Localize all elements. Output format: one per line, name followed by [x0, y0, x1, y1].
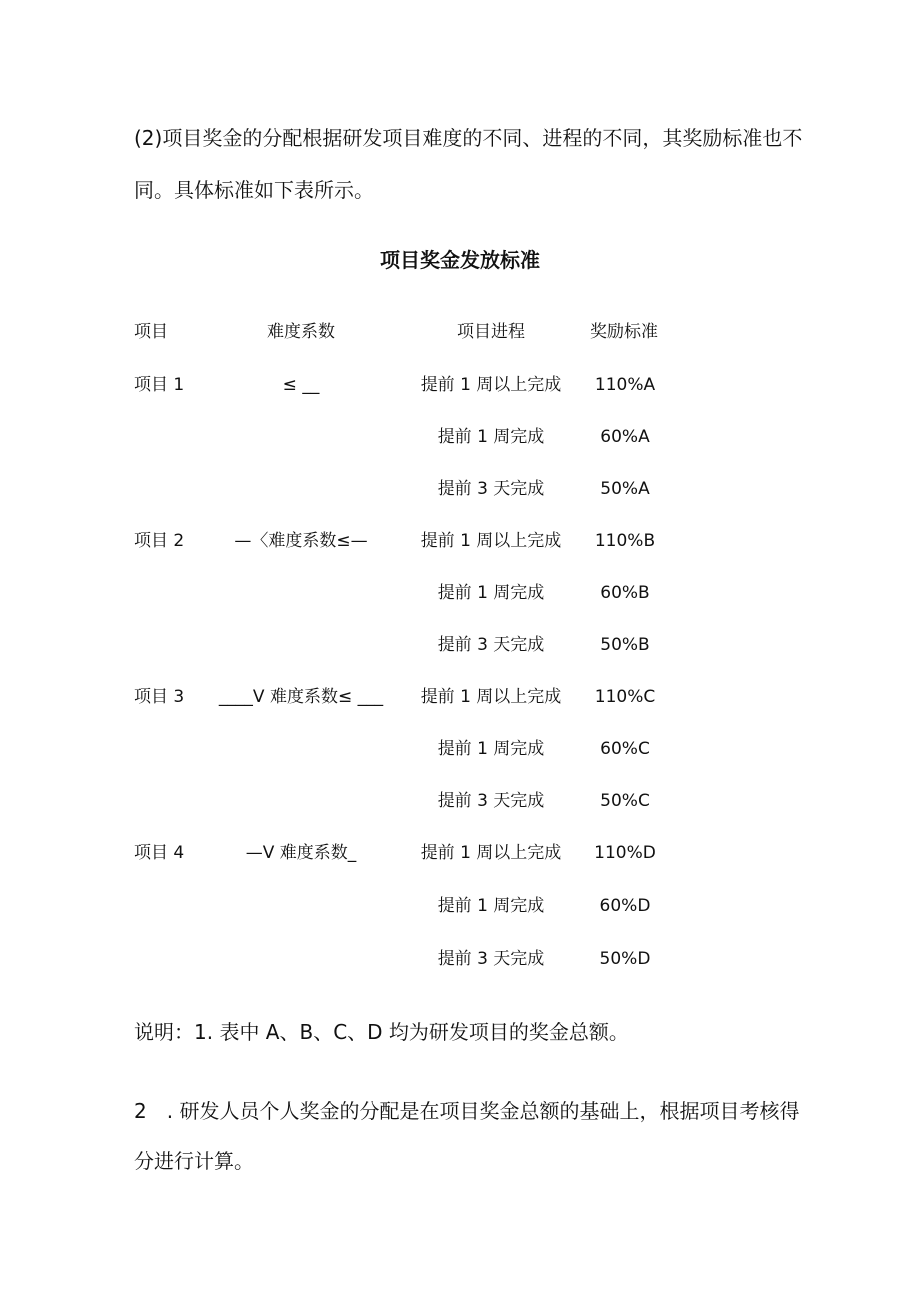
progress-cell: 提前 3 天完成 [437, 949, 545, 969]
project-cell: 项目 3 [134, 687, 185, 707]
header-project: 项目 [134, 322, 168, 342]
progress-cell: 提前 1 周完成 [437, 427, 545, 447]
reward-cell: 110%C [594, 687, 656, 707]
progress-cell: 提前 1 周以上完成 [420, 531, 562, 551]
table-header-row [0, 317, 920, 347]
difficulty-cell: —〈难度系数≤— [234, 531, 368, 551]
intro-paragraph: (2)项目奖金的分配根据研发项目难度的不同、进程的不同，其奖励标准也不同。具体标准如下表所示。 [134, 126, 803, 202]
progress-cell: 提前 1 周以上完成 [420, 843, 562, 863]
project-cell: 项目 4 [134, 843, 185, 863]
reward-cell: 60%A [600, 427, 650, 447]
progress-cell: 提前 3 天完成 [437, 635, 545, 655]
reward-cell: 110%A [594, 375, 656, 395]
progress-cell: 提前 1 周完成 [437, 739, 545, 759]
table-row [0, 734, 920, 764]
difficulty-cell: ____V 难度系数≤ ___ [218, 687, 384, 707]
table-row [0, 422, 920, 452]
progress-cell: 提前 1 周以上完成 [420, 687, 562, 707]
difficulty-cell: —V 难度系数_ [245, 843, 357, 863]
header-difficulty: 难度系数 [267, 322, 335, 342]
header-progress: 项目进程 [457, 322, 525, 342]
progress-cell: 提前 1 周完成 [437, 583, 545, 603]
reward-cell: 50%C [600, 791, 650, 811]
reward-cell: 50%B [600, 635, 650, 655]
reward-cell: 110%B [594, 531, 656, 551]
reward-cell: 110%D [594, 843, 656, 863]
reward-cell: 50%D [599, 949, 651, 969]
table-row [0, 891, 920, 921]
progress-cell: 提前 3 天完成 [437, 479, 545, 499]
progress-cell: 提前 3 天完成 [437, 791, 545, 811]
progress-cell: 提前 1 周完成 [437, 896, 545, 916]
table-title: 项目奖金发放标准 [380, 248, 540, 272]
table-row [0, 370, 920, 400]
note-2: 2 . 研发人员个人奖金的分配是在项目奖金总额的基础上，根据项目考核得分进行计算。 [134, 1099, 800, 1173]
table-row [0, 630, 920, 660]
table-row [0, 682, 920, 712]
project-cell: 项目 2 [134, 531, 185, 551]
header-reward: 奖励标准 [590, 322, 658, 342]
reward-cell: 60%D [599, 896, 651, 916]
table-row [0, 838, 920, 868]
difficulty-cell: ≤ __ [282, 375, 320, 395]
table-row [0, 786, 920, 816]
progress-cell: 提前 1 周以上完成 [420, 375, 562, 395]
table-row [0, 944, 920, 974]
note-1: 说明：1. 表中 A、B、C、D 均为研发项目的奖金总额。 [134, 1020, 629, 1044]
reward-cell: 60%B [600, 583, 650, 603]
table-row [0, 578, 920, 608]
table-row [0, 474, 920, 504]
reward-cell: 50%A [600, 479, 650, 499]
project-cell: 项目 1 [134, 375, 185, 395]
table-row [0, 526, 920, 556]
reward-cell: 60%C [600, 739, 650, 759]
